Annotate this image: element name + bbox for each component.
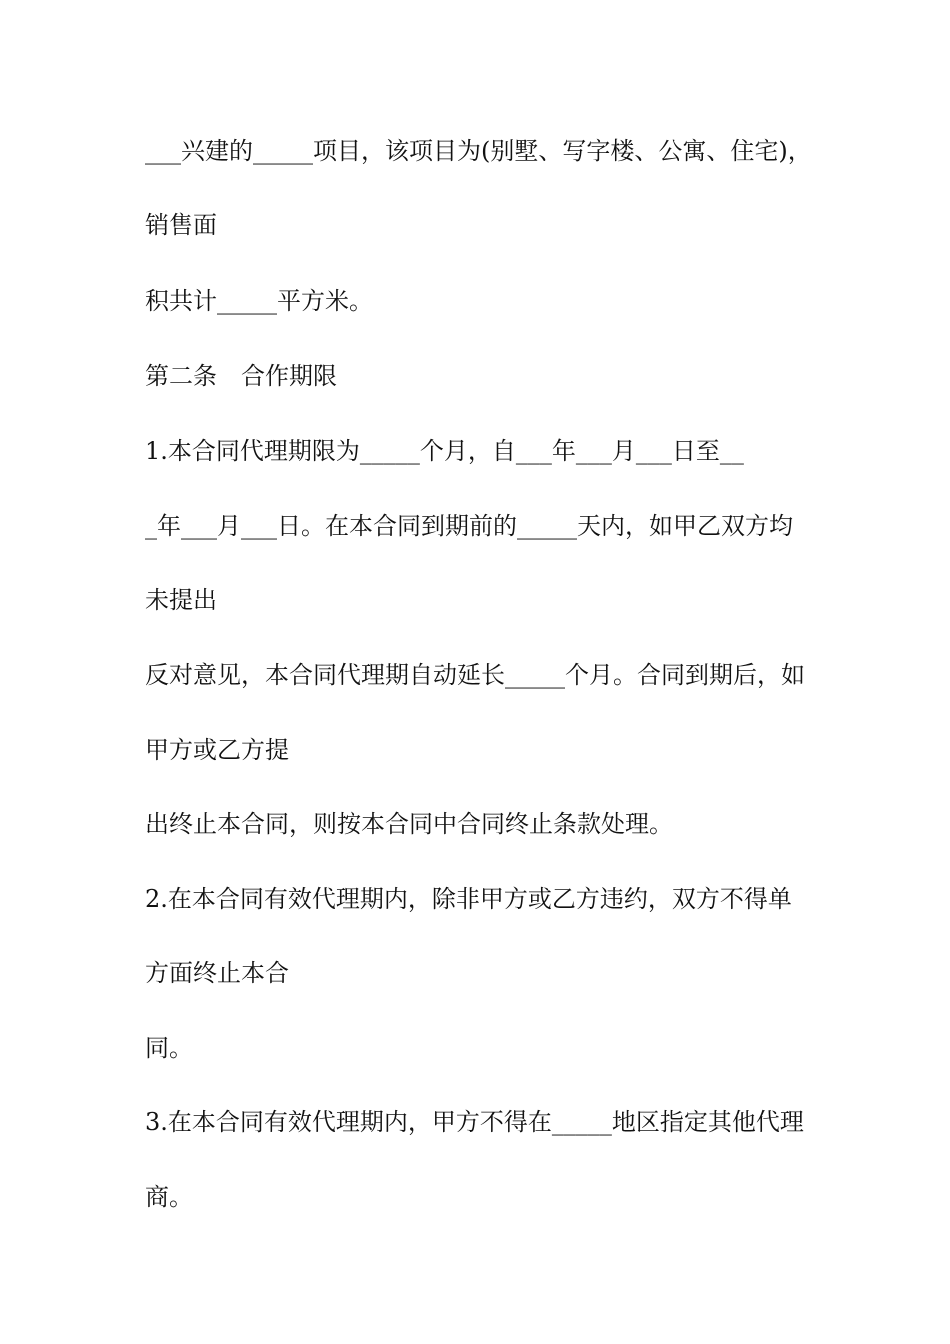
text-line: 甲方或乙方提 (145, 736, 289, 764)
text-line: 1.本合同代理期限为_____个月，自___年___月___日至__ (145, 437, 744, 465)
text-line: 未提出 (145, 586, 217, 614)
text-line: 3.在本合同有效代理期内，甲方不得在_____地区指定其他代理 (145, 1108, 804, 1136)
text-line: 2.在本合同有效代理期内，除非甲方或乙方违约，双方不得单 (145, 885, 792, 913)
text-line: ___兴建的_____项目，该项目为(别墅、写字楼、公寓、住宅)， (145, 137, 812, 165)
text-line: 方面终止本合 (145, 959, 289, 987)
text-line: 积共计_____平方米。 (145, 287, 373, 315)
text-line: 出终止本合同，则按本合同中合同终止条款处理。 (145, 810, 673, 838)
text-line: 反对意见，本合同代理期自动延长_____个月。合同到期后，如 (145, 661, 805, 689)
text-line: 商。 (145, 1183, 193, 1211)
text-line: _年___月___日。在本合同到期前的_____天内，如甲乙双方均 (145, 512, 793, 540)
text-line: 销售面 (145, 211, 217, 239)
section-heading: 第二条 合作期限 (145, 362, 337, 390)
text-line: 同。 (145, 1034, 193, 1062)
